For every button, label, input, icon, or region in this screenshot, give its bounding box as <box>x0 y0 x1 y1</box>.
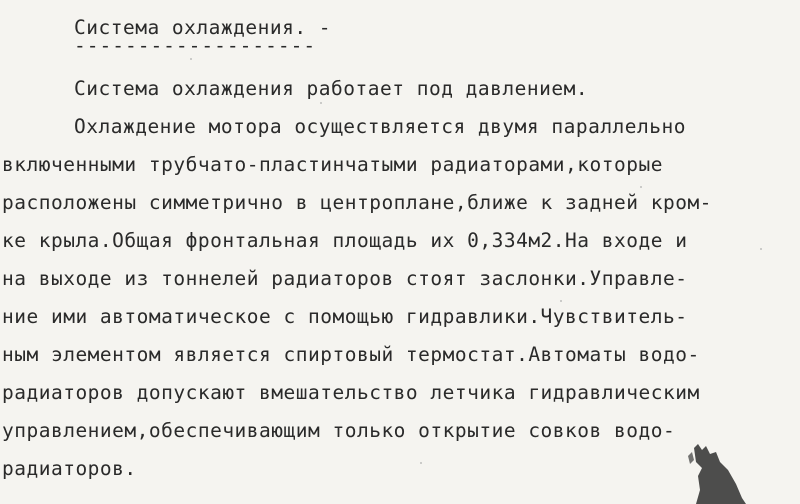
text-line-6: на выходе из тоннелей радиаторов стоят заслонки.Управле- <box>2 267 688 290</box>
text-line-2: Охлаждение мотора осуществляется двумя параллельно <box>74 115 686 138</box>
ink-smudge <box>676 440 746 504</box>
text-line-3: включенными трубчато-пластинчатыми радиаторами,которые <box>2 153 663 176</box>
heading-underline: ------------------- <box>74 34 317 57</box>
paper-speck <box>420 462 422 464</box>
text-line-9: радиаторов допускают вмешательство летчика гидравлическим <box>2 381 700 404</box>
text-line-10: управлением,обеспечивающим только открытие совков водо- <box>2 419 676 442</box>
paper-speck <box>190 58 192 60</box>
text-line-7: ние ими автоматическое с помощью гидравлики.Чувствитель- <box>2 305 688 328</box>
text-line-4: расположены симметрично в центроплане,ближе к задней кром- <box>2 191 712 214</box>
text-line-11: радиаторов. <box>2 457 137 480</box>
text-line-1: Система охлаждения работает под давлением. <box>74 77 589 100</box>
paper-speck <box>560 300 562 302</box>
paper-speck <box>760 248 762 250</box>
text-line-5: ке крыла.Общая фронтальная площадь их 0,334м2.На входе и <box>2 229 688 252</box>
paper-speck <box>640 186 642 188</box>
text-line-8: ным элементом является спиртовый термостат.Автоматы водо- <box>2 343 700 366</box>
section-heading: Система охлаждения. - <box>74 16 332 39</box>
paper-speck <box>320 102 322 104</box>
